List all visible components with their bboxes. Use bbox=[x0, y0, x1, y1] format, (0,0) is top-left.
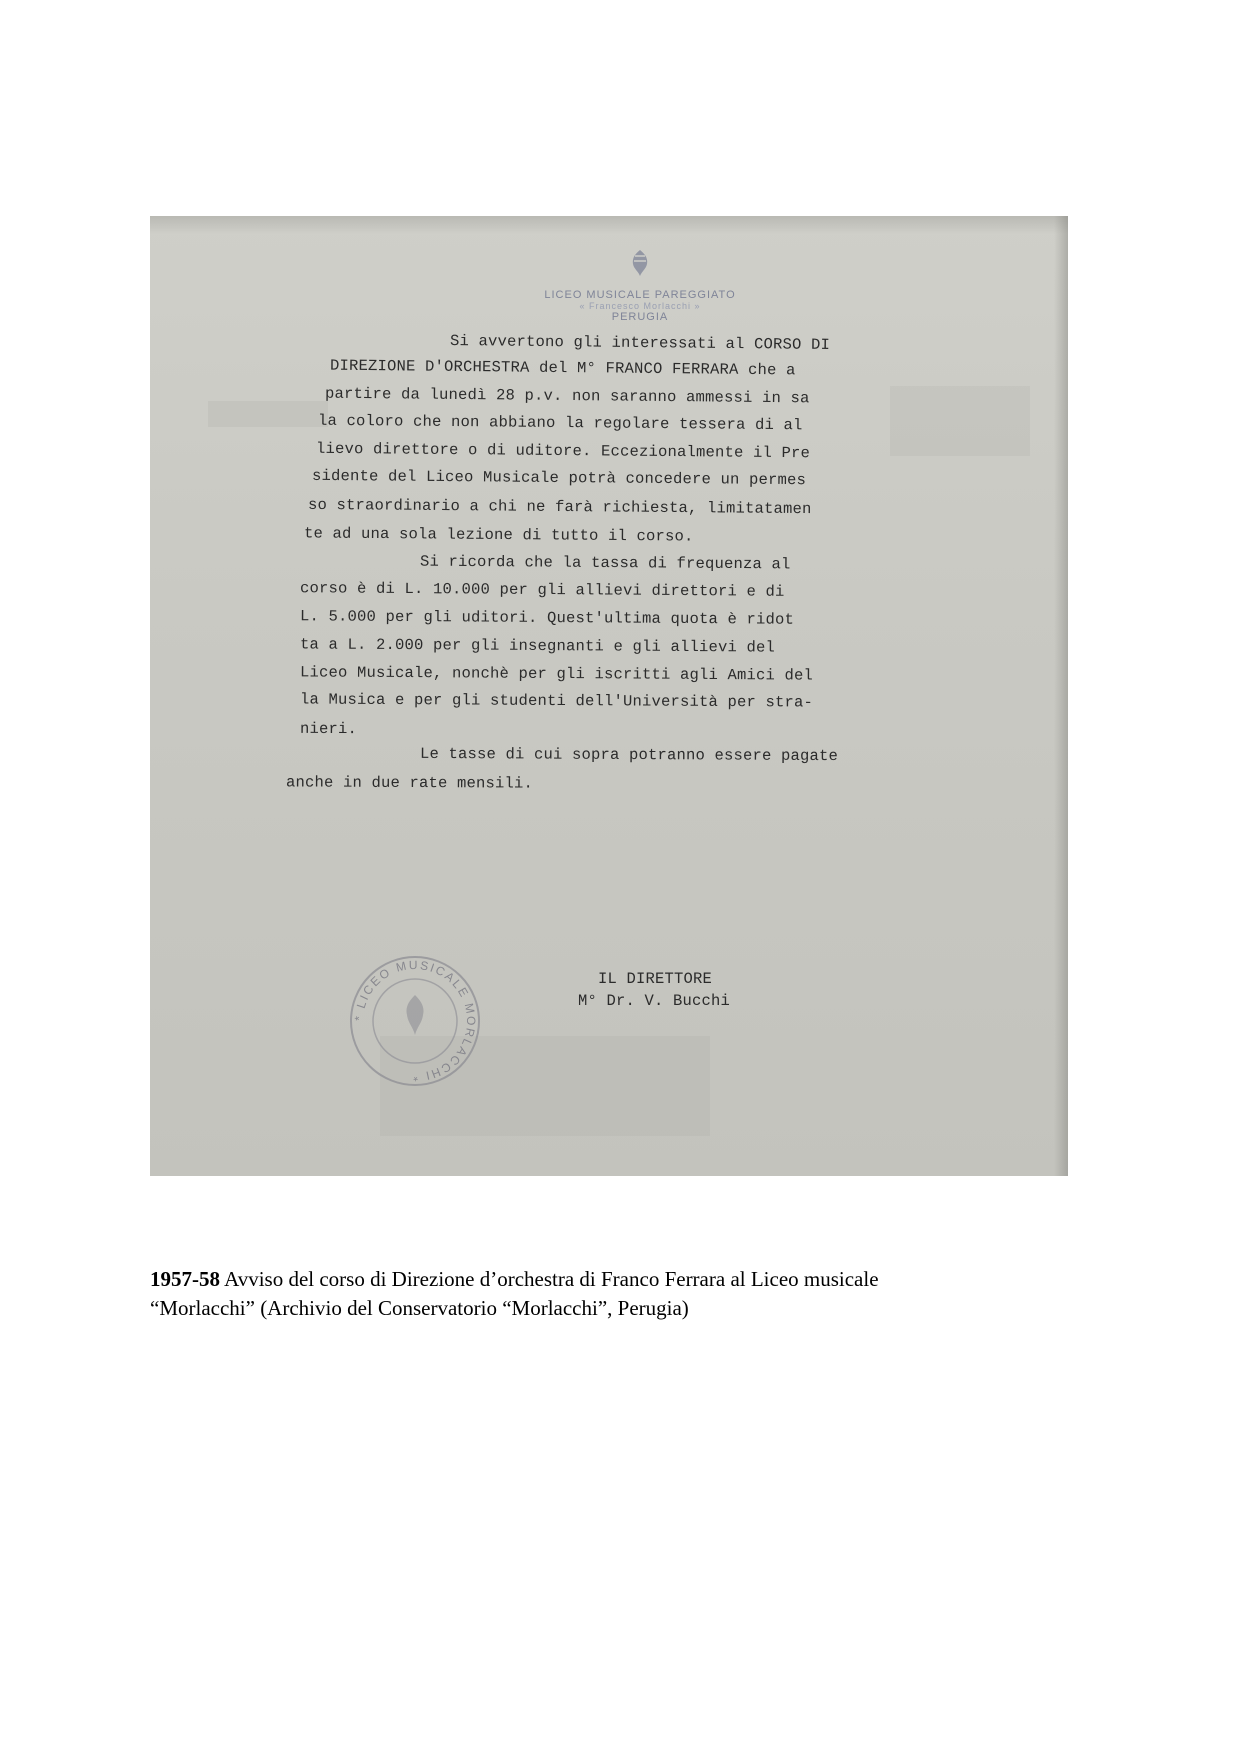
letterhead-subtitle: « Francesco Morlacchi » bbox=[579, 301, 701, 311]
notice-line: la Musica e per gli studenti dell'Università per stra- bbox=[299, 690, 814, 712]
caption-text-line2: “Morlacchi” (Archivio del Conservatorio “Morlacchi”, Perugia) bbox=[150, 1296, 689, 1320]
notice-line: Si ricorda che la tassa di frequenza al bbox=[419, 552, 791, 574]
signature-name: M° Dr. V. Bucchi bbox=[578, 992, 731, 1010]
notice-line: ta a L. 2.000 per gli insegnanti e gli allievi del bbox=[299, 635, 776, 657]
notice-line: Liceo Musicale, nonchè per gli iscritti agli Amici del bbox=[299, 663, 814, 685]
letterhead-city: PERUGIA bbox=[611, 311, 669, 323]
griffin-emblem-icon bbox=[623, 246, 657, 280]
notice-line: lievo direttore o di uditore. Eccezionalmente il Pre bbox=[315, 439, 811, 463]
liceo-musicale-stamp bbox=[345, 951, 485, 1091]
letterhead bbox=[450, 246, 830, 323]
stamp-text: * LICEO MUSICALE MORLACCHI * bbox=[351, 957, 479, 1085]
bleed-through-blot bbox=[208, 401, 328, 427]
caption-year: 1957-58 bbox=[150, 1267, 220, 1291]
notice-line: nieri. bbox=[299, 719, 358, 739]
caption-text-line1: Avviso del corso di Direzione d’orchestra di Franco Ferrara al Liceo musicale bbox=[220, 1267, 879, 1291]
document-photo bbox=[150, 216, 1068, 1176]
photo-edge-shadow bbox=[150, 216, 1068, 234]
bleed-through-blot bbox=[890, 386, 1030, 456]
notice-line: corso è di L. 10.000 per gli allievi direttori e di bbox=[299, 579, 785, 601]
signature-title: IL DIRETTORE bbox=[598, 970, 713, 988]
figure-caption bbox=[150, 1265, 1090, 1323]
notice-line: L. 5.000 per gli uditori. Quest'ultima quota è ridot bbox=[299, 607, 795, 629]
notice-line: Si avvertono gli interessati al CORSO DI bbox=[449, 332, 831, 354]
notice-line: la coloro che non abbiano la regolare tessera di al bbox=[317, 411, 803, 435]
letterhead-institution: LICEO MUSICALE PAREGGIATO bbox=[544, 289, 736, 301]
notice-line: so straordinario a chi ne farà richiesta, limitatamen bbox=[307, 495, 812, 519]
notice-line: Le tasse di cui sopra potranno essere pagate bbox=[419, 744, 839, 766]
notice-line: sidente del Liceo Musicale potrà concedere un permes bbox=[311, 466, 807, 490]
notice-line: anche in due rate mensili. bbox=[285, 773, 534, 793]
notice-line: te ad una sola lezione di tutto il corso. bbox=[303, 524, 694, 546]
notice-line: partire da lunedì 28 p.v. non saranno ammessi in sa bbox=[324, 384, 810, 408]
photo-right-shadow bbox=[1054, 216, 1068, 1176]
notice-line: DIREZIONE D'ORCHESTRA del M° FRANCO FERRARA che a bbox=[329, 356, 796, 380]
